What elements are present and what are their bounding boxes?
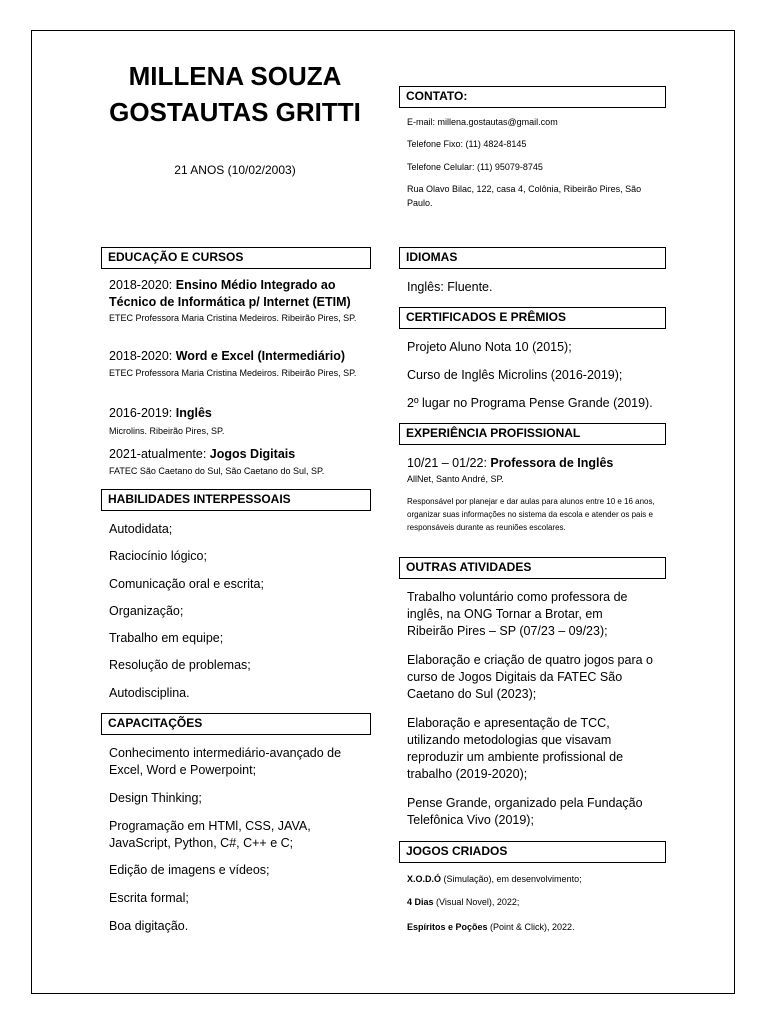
experiencia-header: EXPERIÊNCIA PROFISSIONAL — [399, 423, 666, 445]
education-course: Ensino Médio Integrado ao Técnico de Informática p/ Internet (ETIM) — [109, 278, 351, 309]
skill-item: Resolução de problemas; — [109, 658, 251, 672]
skill-item: Organização; — [109, 604, 184, 618]
game-name: 4 Dias — [407, 897, 434, 907]
contato-header: CONTATO: — [399, 86, 666, 108]
experience-company: AllNet, Santo André, SP. — [407, 474, 504, 484]
skill-item: Trabalho em equipe; — [109, 631, 224, 645]
education-place: Microlins. Ribeirão Pires, SP. — [109, 426, 225, 436]
education-period: 2018-2020: — [109, 278, 176, 292]
educacao-header: EDUCAÇÃO E CURSOS — [101, 247, 371, 269]
education-item — [109, 277, 371, 311]
education-period: 2018-2020: — [109, 349, 176, 363]
jogos-header: JOGOS CRIADOS — [399, 841, 666, 863]
activity-item: Pense Grande, organizado pela Fundação Telefônica Vivo (2019); — [407, 796, 643, 827]
education-place: ETEC Professora Maria Cristina Medeiros. Ribeirão Pires, SP. — [109, 313, 357, 323]
capability-item: Programação em HTMl, CSS, JAVA, JavaScript, Python, C#, C++ e C; — [109, 819, 311, 850]
experience-period: 10/21 – 01/22: — [407, 456, 491, 470]
certificados-header: CERTIFICADOS E PRÊMIOS — [399, 307, 666, 329]
activity-item: Elaboração e criação de quatro jogos para o curso de Jogos Digitais da FATEC São Caetano do Sul (2023); — [407, 653, 653, 701]
education-course: Inglês — [175, 406, 212, 420]
certificate-item: 2º lugar no Programa Pense Grande (2019). — [407, 396, 653, 410]
experience-role: Professora de Inglês — [490, 456, 614, 470]
activity-item: Elaboração e apresentação de TCC, utilizando metodologias que visavam reproduzir um ambiente profissional de trabalho (2019-2020); — [407, 716, 624, 781]
activity-item: Trabalho voluntário como professora de inglês, na ONG Tornar a Brotar, em Ribeirão Pires – SP (07/23 – 09/23); — [407, 590, 628, 638]
skill-item: Raciocínio lógico; — [109, 549, 207, 563]
education-item — [109, 348, 371, 365]
education-period: 2016-2019: — [109, 406, 176, 420]
capability-item: Conhecimento intermediário-avançado de Excel, Word e Powerpoint; — [109, 746, 342, 777]
education-item — [109, 446, 371, 463]
capacitacoes-header: CAPACITAÇÕES — [101, 713, 371, 735]
game-name: Espíritos e Poções — [407, 922, 488, 932]
capability-item: Design Thinking; — [109, 791, 202, 805]
capability-item: Edição de imagens e vídeos; — [109, 863, 270, 877]
contact-phone-fixed: Telefone Fixo: (11) 4824-8145 — [407, 139, 527, 149]
game-item — [407, 872, 662, 886]
outras-header: OUTRAS ATIVIDADES — [399, 557, 666, 579]
game-item — [407, 920, 662, 934]
language-item: Inglês: Fluente. — [407, 280, 493, 294]
education-item — [109, 405, 371, 422]
skill-item: Autodisciplina. — [109, 686, 190, 700]
experience-title — [407, 455, 667, 472]
idiomas-header: IDIOMAS — [399, 247, 666, 269]
experience-description: Responsável por planejar e dar aulas para alunos entre 10 e 16 anos, organizar suas informações no sistema da escola e atender os pais e responsáveis durante as reuniões escolares. — [407, 497, 655, 532]
candidate-name: MILLENA SOUZA GOSTAUTAS GRITTI — [109, 61, 361, 127]
game-details: (Visual Novel), 2022; — [433, 897, 520, 907]
habilidades-header: HABILIDADES INTERPESSOAIS — [101, 489, 371, 511]
game-details: (Simulação), em desenvolvimento; — [441, 874, 582, 884]
contact-address: Rua Olavo Bilac, 122, casa 4, Colônia, Ribeirão Pires, São Paulo. — [407, 184, 642, 208]
game-details: (Point & Click), 2022. — [487, 922, 575, 932]
education-place: ETEC Professora Maria Cristina Medeiros. Ribeirão Pires, SP. — [109, 368, 357, 378]
certificate-item: Projeto Aluno Nota 10 (2015); — [407, 340, 572, 354]
skill-item: Autodidata; — [109, 522, 173, 536]
capability-item: Escrita formal; — [109, 891, 189, 905]
contact-email: E-mail: millena.gostautas@gmail.com — [407, 117, 558, 127]
contact-phone-mobile: Telefone Celular: (11) 95079-8745 — [407, 162, 543, 172]
skill-item: Comunicação oral e escrita; — [109, 577, 264, 591]
education-course: Word e Excel (Intermediário) — [175, 349, 345, 363]
education-period: 2021-atualmente: — [109, 447, 210, 461]
game-name: X.O.D.Ó — [407, 874, 442, 884]
capability-item: Boa digitação. — [109, 919, 189, 933]
education-place: FATEC São Caetano do Sul, São Caetano do Sul, SP. — [109, 466, 325, 476]
education-course: Jogos Digitais — [209, 447, 296, 461]
candidate-age: 21 ANOS (10/02/2003) — [174, 163, 296, 177]
game-item — [407, 895, 662, 909]
certificate-item: Curso de Inglês Microlins (2016-2019); — [407, 368, 623, 382]
